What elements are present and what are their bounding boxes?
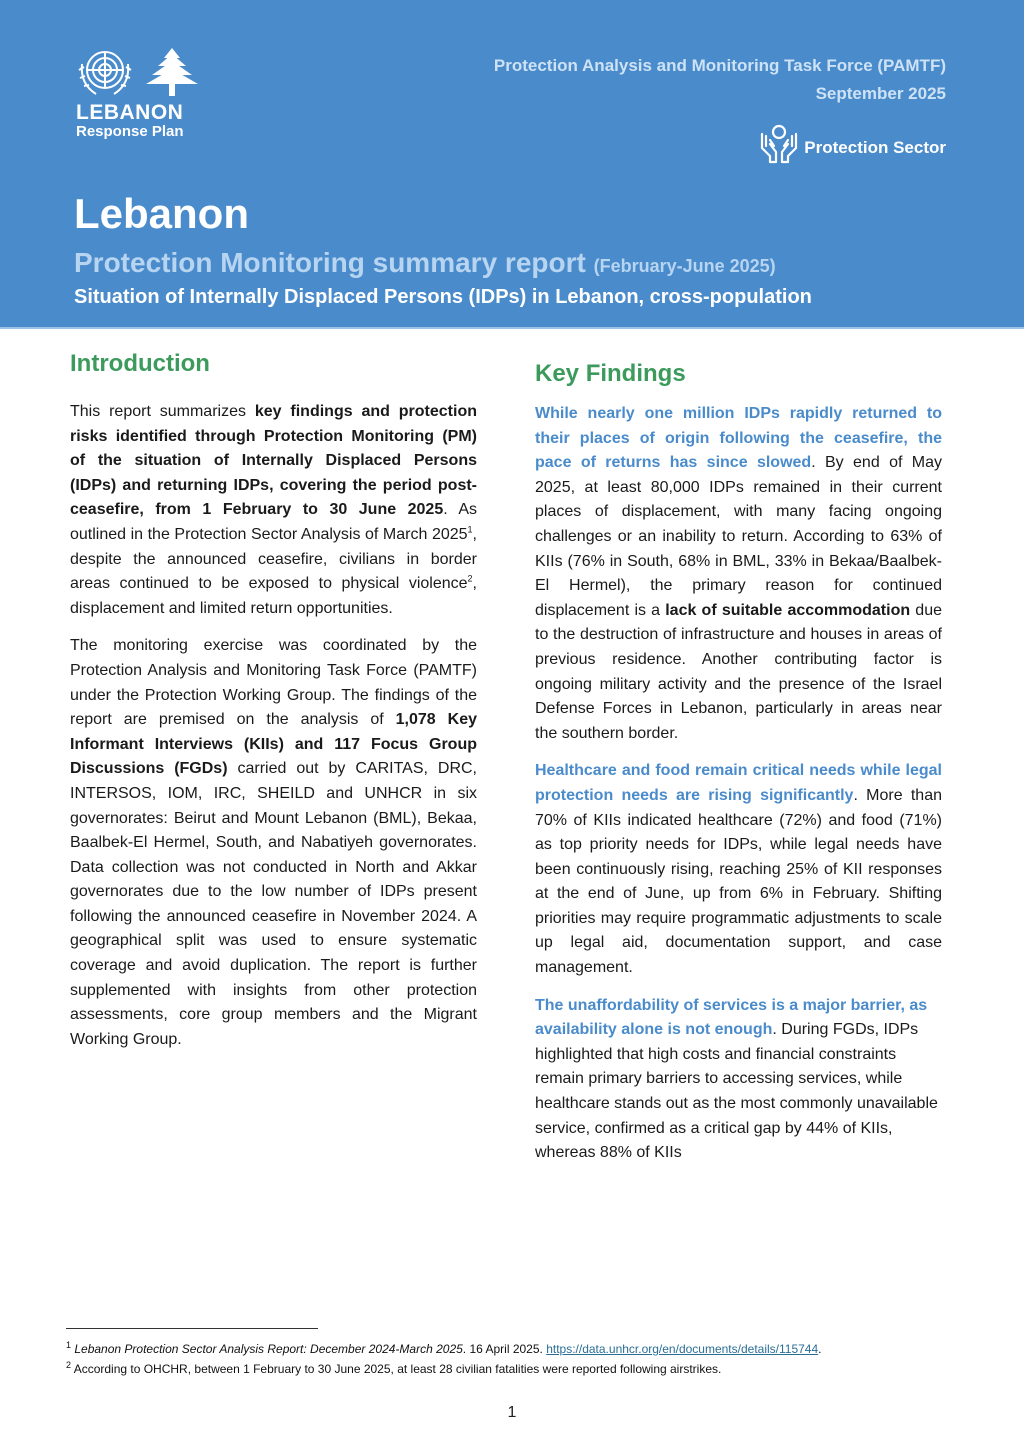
text: . As outlined in the Protection Sector Analysis of March 2025 [70,501,477,543]
footnote-ref-2[interactable]: 2 [467,573,473,584]
report-title-text: Protection Monitoring summary report [74,247,586,278]
logo-subtitle: Response Plan [76,123,184,140]
text: due to the destruction of infrastructure and houses in areas of previous residence. Another contributing factor is ongoing military activity and the presence of the Israel Defense Forces in Lebanon, particularly in areas near the southern border. [535,601,943,742]
finding-headline: While nearly one million IDPs rapidly returned to their places of origin following the ceasefire, the pace of returns has since slowed [535,405,942,472]
text: . During FGDs, IDPs highlighted that high costs and financial constraints remain primary barriers to accessing services, while healthcare stands out as the most commonly unavailable service, confirmed as a critical gap by 44% of KIIs, whereas 88% of KIIs [535,1021,938,1162]
page-number: 1 [507,1404,517,1421]
bold-text: lack of suitable accommodation [665,601,911,619]
hands-holding-icon [758,122,800,164]
cedar-tree-icon [144,44,200,100]
page-title: Lebanon [74,190,249,237]
footnote-1 [66,1339,966,1359]
key-findings-heading: Key Findings [535,360,686,387]
text: This report summarizes [70,403,255,420]
text: carried out by CARITAS, DRC, INTERSOS, IOM, IRC, SHEILD and UNHCR in six governorates: Beirut and Mount Lebanon (BML), Bekaa, Baalbek-El Hermel, South, and Nabatiyeh governorates. Data collection was not conducted in North and Akkar governorates due to the low number of IDPs present following the announced ceasefire in November 2024. A geographical split was used to ensure systematic coverage and avoid duplication. The report is further supplemented with insights from other protection assessments, core group members and the Migrant Working Group. [70,760,478,1048]
report-date: September 2025 [815,84,946,103]
text: , displacement and limited return opportunities. [70,575,477,617]
text: . More than 70% of KIIs indicated healthcare (72%) and food (71%) as top priority needs for IDPs, while legal needs have been continuously rising, reaching 25% of KII responses at the end of June, up from 6% in February. Shifting priorities may require programmatic adjustments to scale up legal aid, documentation support, and case management. [535,786,942,977]
text: . 16 April 2025. [462,1342,547,1356]
header-banner [0,0,1024,329]
key-findings-section [535,358,942,1179]
introduction-section [70,348,477,1065]
footnote-link[interactable]: https://data.unhcr.org/en/documents/details/115744 [546,1342,819,1356]
footnote-ref-1[interactable]: 1 [467,524,473,535]
footnote-number: 2 [66,1360,72,1370]
introduction-paragraph-2 [70,634,477,1052]
finding-headline: Healthcare and food remain critical needs while legal protection needs are rising significantly [535,762,942,804]
organization-name: Protection Analysis and Monitoring Task Force (PAMTF) [493,56,946,75]
finding-2 [535,759,942,980]
report-subtitle: Situation of Internally Displaced Persons (IDPs) in Lebanon, cross-population [74,286,812,308]
footnote-divider [66,1328,318,1329]
introduction-heading: Introduction [70,350,210,377]
footnotes [66,1339,966,1379]
footnote-2 [66,1359,966,1379]
text: According to OHCHR, between 1 February to 30 June 2025, at least 28 civilian fatalities were reported following airstrikes. [73,1362,722,1376]
bold-text: 1,078 Key Informant Interviews (KIIs) and 117 Focus Group Discussions (FGDs) [70,711,477,778]
sector-label: Protection Sector [804,138,946,157]
introduction-paragraph-1 [70,400,477,621]
footnote-number: 1 [66,1340,72,1350]
report-period: (February-June 2025) [593,256,776,276]
footnote-citation: Lebanon Protection Sector Analysis Report: December 2024-March 2025 [74,1342,463,1356]
finding-1 [535,402,942,746]
bold-text: key findings and protection risks identified through Protection Monitoring (PM) of the situation of Internally Displaced Persons (IDPs) and returning IDPs, covering the period post-ceasefire, from 1 February to 30 June 2025 [70,403,478,519]
report-title [74,247,776,279]
sector-badge [758,122,946,164]
text: The monitoring exercise was coordinated by the Protection Analysis and Monitoring Task Force (PAMTF) under the Protection Working Group. The findings of the report are premised on the analysis of [70,637,477,729]
finding-headline: The unaffordability of services is a major barrier, as availability alone is not enough [535,996,928,1039]
finding-3 [535,994,942,1166]
text: . [818,1342,822,1356]
logo-title: LEBANON [76,101,184,124]
un-emblem-icon [76,44,134,100]
text: . By end of May 2025, at least 80,000 IDPs remained in their current places of displacement, with many facing ongoing challenges or an inability to return. According to 63% of KIIs (76% in South, 68% in BML, 33% in Bekaa/Baalbek-El Hermel), the primary reason for continued displacement is a [535,454,943,619]
text: , despite the announced ceasefire, civilians in border areas continued to be exposed to physical violence [70,525,477,593]
lrp-logo [76,44,206,140]
